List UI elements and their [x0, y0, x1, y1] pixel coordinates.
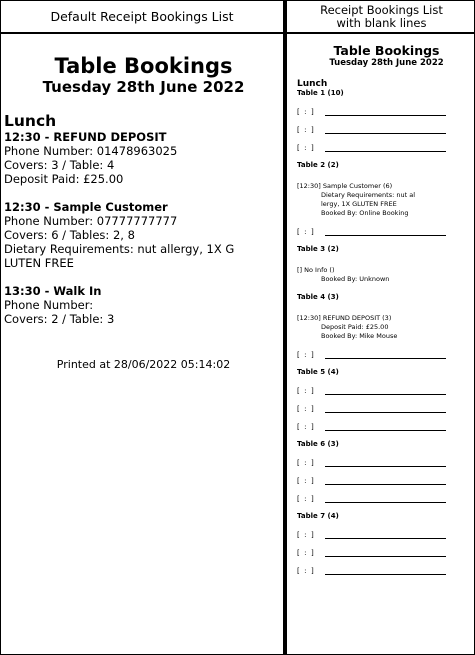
write-in-line: [325, 350, 446, 359]
table-section: [297, 89, 475, 152]
blank-receipt-title: Table Bookings: [333, 43, 440, 58]
time-slot: [ : ]: [297, 228, 314, 236]
receipt-title: Table Bookings: [54, 54, 233, 78]
write-in-line: [325, 476, 446, 485]
blank-booking-line: [297, 395, 475, 413]
write-in-line: [325, 566, 446, 575]
time-slot: [ : ]: [297, 567, 314, 575]
table-label: Table 2 (2): [297, 161, 339, 169]
entry-line: [12:30] Sample Customer (6): [297, 182, 393, 190]
entry-line: Booked By: Unknown: [321, 275, 390, 283]
blank-lines-receipt-column: [285, 1, 475, 654]
booking-entry: [4, 200, 283, 270]
blank-booking-line: [297, 413, 475, 431]
booking-detail: Covers: 6 / Tables: 2, 8: [4, 228, 135, 242]
blank-booking-line: [297, 134, 475, 152]
table-booking-entry: [297, 266, 475, 284]
blank-lines-receipt-header: Receipt Bookings List with blank lines: [287, 1, 475, 34]
time-slot: [ : ]: [297, 351, 314, 359]
time-slot: [ : ]: [297, 423, 314, 431]
blank-booking-line: [297, 557, 475, 575]
table-label: Table 3 (2): [297, 245, 339, 253]
write-in-line: [325, 107, 446, 116]
table-booking-entry: [297, 314, 475, 341]
bookings-list: [4, 130, 283, 326]
table-booking-entry: [297, 182, 475, 218]
blank-booking-line: [297, 521, 475, 539]
entry-line: lergy, 1X GLUTEN FREE: [321, 200, 397, 208]
booking-detail: Dietary Requirements: nut allergy, 1X G: [4, 242, 235, 256]
table-section: [297, 440, 475, 503]
blank-booking-line: [297, 467, 475, 485]
blank-booking-line: [297, 485, 475, 503]
write-in-line: [325, 404, 446, 413]
booking-entry: [4, 130, 283, 186]
meal-heading: Lunch: [4, 112, 57, 130]
booking-detail: Deposit Paid: £25.00: [4, 172, 124, 186]
table-section: [297, 368, 475, 431]
time-slot: [ : ]: [297, 495, 314, 503]
blank-booking-line: [297, 449, 475, 467]
blank-booking-line: [297, 116, 475, 134]
booking-detail: Phone Number: 07777777777: [4, 214, 178, 228]
entry-line: Booked By: Online Booking: [321, 209, 409, 217]
booking-detail: Phone Number: 01478963025: [4, 144, 178, 158]
booking-detail: Covers: 2 / Table: 3: [4, 312, 115, 326]
booking-heading: 13:30 - Walk In: [4, 284, 102, 298]
blank-booking-line: [297, 341, 475, 359]
printed-timestamp: Printed at 28/06/2022 05:14:02: [56, 358, 231, 371]
default-receipt-header: Default Receipt Bookings List: [1, 1, 283, 34]
table-label: Table 5 (4): [297, 368, 339, 376]
blank-booking-line: [297, 98, 475, 116]
table-section: [297, 161, 475, 236]
booking-heading: 12:30 - Sample Customer: [4, 200, 168, 214]
default-receipt: [1, 54, 283, 371]
time-slot: [ : ]: [297, 531, 314, 539]
entry-line: [] No Info (): [297, 266, 335, 274]
blank-receipt-date: Tuesday 28th June 2022: [329, 58, 444, 68]
table-label: Table 7 (4): [297, 512, 339, 520]
time-slot: [ : ]: [297, 387, 314, 395]
time-slot: [ : ]: [297, 108, 314, 116]
time-slot: [ : ]: [297, 459, 314, 467]
table-section: [297, 245, 475, 284]
blank-lines-receipt: [287, 44, 475, 575]
time-slot: [ : ]: [297, 126, 314, 134]
write-in-line: [325, 494, 446, 503]
table-label: Table 1 (10): [297, 89, 344, 97]
booking-heading: 12:30 - REFUND DEPOSIT: [4, 130, 167, 144]
time-slot: [ : ]: [297, 405, 314, 413]
write-in-line: [325, 422, 446, 431]
write-in-line: [325, 458, 446, 467]
booking-entry: [4, 284, 283, 326]
write-in-line: [325, 386, 446, 395]
blank-meal-heading: Lunch: [297, 79, 328, 89]
write-in-line: [325, 548, 446, 557]
entry-line: [12:30] REFUND DEPOSIT (3): [297, 314, 392, 322]
booking-detail: LUTEN FREE: [4, 256, 74, 270]
booking-detail: Covers: 3 / Table: 4: [4, 158, 115, 172]
receipt-date: Tuesday 28th June 2022: [42, 78, 245, 96]
time-slot: [ : ]: [297, 144, 314, 152]
tables-list: [297, 89, 475, 575]
write-in-line: [325, 125, 446, 134]
table-section: [297, 293, 475, 359]
write-in-line: [325, 143, 446, 152]
time-slot: [ : ]: [297, 549, 314, 557]
entry-line: Deposit Paid: £25.00: [321, 323, 389, 331]
table-section: [297, 512, 475, 575]
write-in-line: [325, 530, 446, 539]
blank-booking-line: [297, 218, 475, 236]
table-label: Table 4 (3): [297, 293, 339, 301]
entry-line: Booked By: Mike Mouse: [321, 332, 398, 340]
booking-detail: Phone Number:: [4, 298, 94, 312]
write-in-line: [325, 227, 446, 236]
time-slot: [ : ]: [297, 477, 314, 485]
table-label: Table 6 (3): [297, 440, 339, 448]
default-receipt-column: [1, 1, 283, 654]
blank-booking-line: [297, 377, 475, 395]
blank-booking-line: [297, 539, 475, 557]
entry-line: Dietary Requirements: nut al: [321, 191, 416, 199]
